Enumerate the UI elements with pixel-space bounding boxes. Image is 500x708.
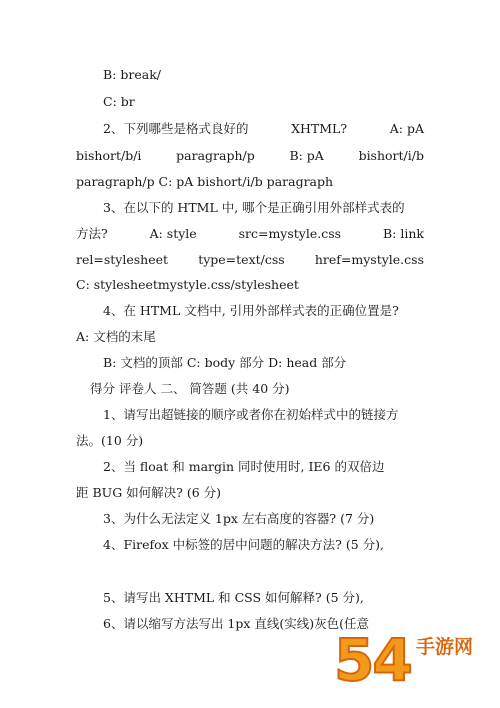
watermark-text: 手游网 <box>416 636 474 658</box>
question-2-text: 2、下列哪些是格式良好的 <box>103 121 249 136</box>
text-span: href=mystyle.css <box>314 252 424 267</box>
question-3-options-line <box>0 226 500 242</box>
text-span: rel=stylesheet <box>76 252 169 267</box>
question-4-option-a: A: 文档的末尾 <box>76 329 156 344</box>
short-answer-1-cont: 法。(10 分) <box>76 433 144 448</box>
text-span: bishort/i/b <box>358 148 424 163</box>
question-3-option-c: C: stylesheetmystyle.css/stylesheet <box>76 277 299 292</box>
text-span: 方法? <box>76 226 108 241</box>
short-answer-2-cont: 距 BUG 如何解决? (6 分) <box>76 485 222 500</box>
short-answer-3: 3、为什么无法定义 1px 左右高度的容器? (7 分) <box>103 511 375 526</box>
question-3-options-line-2 <box>0 252 500 268</box>
text-span: type=text/css <box>198 252 285 267</box>
text-span: paragraph/p <box>176 148 255 163</box>
question-2-option-a: A: pA <box>389 121 424 136</box>
text-span: A: style <box>149 226 197 241</box>
question-2-options-line-2: paragraph/p C: pA bishort/i/b paragraph <box>76 174 334 189</box>
short-answer-4: 4、Firefox 中标签的居中问题的解决方法? (5 分), <box>103 537 385 552</box>
option-c-br: C: br <box>103 94 135 109</box>
question-2-options-line <box>0 148 500 164</box>
question-4: 4、在 HTML 文档中, 引用外部样式表的正确位置是? <box>103 303 399 318</box>
text-span: B: link <box>382 226 424 241</box>
site-watermark-logo <box>334 624 494 700</box>
question-2-xhtml: XHTML? <box>291 121 348 136</box>
option-b-break: B: break/ <box>103 67 161 82</box>
watermark-digits: 54 <box>334 626 411 694</box>
short-answer-6: 6、请以缩写方法写出 1px 直线(实线)灰色(任意 <box>103 616 370 631</box>
short-answer-2: 2、当 float 和 margin 同时使用时, IE6 的双倍边 <box>103 459 385 474</box>
question-3: 3、在以下的 HTML 中, 哪个是正确引用外部样式表的 <box>103 200 405 215</box>
section-heading: 得分 评卷人 二、 简答题 (共 40 分) <box>90 381 290 396</box>
question-2 <box>0 121 500 137</box>
short-answer-1: 1、请写出超链接的顺序或者你在初始样式中的链接方 <box>103 407 399 422</box>
text-span: src=mystyle.css <box>238 226 342 241</box>
text-span: bishort/b/i <box>76 148 142 163</box>
question-4-options-bcd: B: 文档的顶部 C: body 部分 D: head 部分 <box>103 355 347 370</box>
short-answer-5: 5、请写出 XHTML 和 CSS 如何解释? (5 分), <box>103 590 364 605</box>
text-span: B: pA <box>289 148 324 163</box>
